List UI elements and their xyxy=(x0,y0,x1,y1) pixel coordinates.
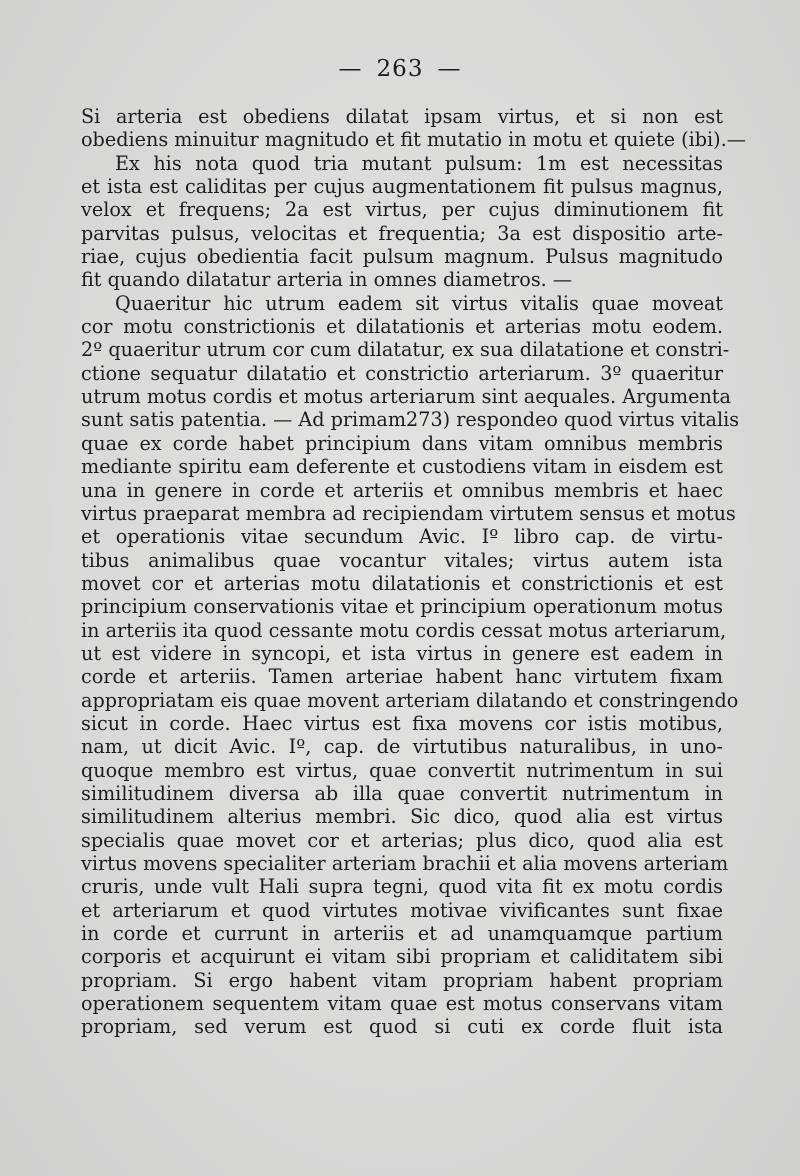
text-line: tibus animalibus quae vocantur vitales; virtus autem ista xyxy=(81,548,723,572)
text-line: Ex his nota quod tria mutant pulsum: 1m est necessitas xyxy=(115,151,723,175)
text-line: virtus praeparat membra ad recipiendam virtutem sensus et motus xyxy=(81,501,736,525)
page-number: 263 xyxy=(376,56,424,82)
header-dash-right: — xyxy=(437,56,462,82)
text-line: una in genere in corde et arteriis et omnibus membris et haec xyxy=(81,478,723,502)
text-line: specialis quae movet cor et arterias; plus dico, quod alia est xyxy=(81,828,723,852)
text-line: similitudinem diversa ab illa quae convertit nutrimentum in xyxy=(81,781,723,805)
text-line: nam, ut dicit Avic. Iº, cap. de virtutibus naturalibus, in uno- xyxy=(81,735,723,759)
text-line: principium conservationis vitae et principium operationum motus xyxy=(81,595,723,619)
text-line: quoque membro est virtus, quae convertit nutrimentum in sui xyxy=(81,758,723,782)
text-line: ut est videre in syncopi, et ista virtus in genere est eadem in xyxy=(81,641,723,665)
text-line: virtus movens specialiter arteriam brachii et alia movens arteriam xyxy=(81,852,729,875)
text-line: operationem sequentem vitam quae est motus conservans vitam xyxy=(81,992,723,1016)
text-line: parvitas pulsus, velocitas et frequentia; 3a est dispositio arte- xyxy=(81,221,723,245)
text-line: et ista est caliditas per cujus augmentationem fit pulsus magnus, xyxy=(81,175,723,199)
text-line: movet cor et arterias motu dilatationis et constrictionis et est xyxy=(81,571,723,595)
text-line: ctione sequatur dilatatio et constrictio arteriarum. 3º quaeritur xyxy=(81,361,723,385)
text-line: quae ex corde habet principium dans vitam omnibus membris xyxy=(81,431,723,455)
text-line: in corde et currunt in arteriis et ad unamquamque partium xyxy=(81,922,723,946)
text-line: 2º quaeritur utrum cor cum dilatatur, ex sua dilatatione et constri- xyxy=(81,338,730,362)
text-line: et operationis vitae secundum Avic. Iº libro cap. de virtu- xyxy=(81,525,723,549)
text-line: propriam. Si ergo habent vitam propriam habent propriam xyxy=(81,968,723,992)
text-line: corde et arteriis. Tamen arteriae habent hanc virtutem fixam xyxy=(81,665,723,689)
text-line: Quaeritur hic utrum eadem sit virtus vitalis quae moveat xyxy=(115,291,723,315)
text-line: cruris, unde vult Hali supra tegni, quod vita fit ex motu cordis xyxy=(81,875,723,899)
text-line: velox et frequens; 2a est virtus, per cujus diminutionem fit xyxy=(81,198,723,222)
text-line: obediens minuitur magnitudo et fit mutatio in motu et quiete (ibi).— xyxy=(81,128,746,152)
text-line: appropriatam eis quae movent arteriam dilatando et constringendo xyxy=(81,688,739,712)
body-text xyxy=(81,105,746,1039)
text-line: in arteriis ita quod cessante motu cordis cessat motus arteriarum, xyxy=(81,618,727,642)
header-dash-left: — xyxy=(338,56,363,82)
text-line: riae, cujus obedientia facit pulsum magnum. Pulsus magnitudo xyxy=(81,245,723,269)
text-line: cor motu constrictionis et dilatationis et arterias motu eodem. xyxy=(81,315,723,339)
text-line: mediante spiritu eam deferente et custodiens vitam in eisdem est xyxy=(81,455,723,479)
text-line: sunt satis patentia. — Ad primam273) respondeo quod virtus vitalis xyxy=(81,408,740,432)
text-line: similitudinem alterius membri. Sic dico, quod alia est virtus xyxy=(81,805,723,829)
text-line: et arteriarum et quod virtutes motivae vivificantes sunt fixae xyxy=(81,898,723,922)
text-line: propriam, sed verum est quod si cuti ex corde fluit ista xyxy=(81,1015,723,1039)
text-line: sicut in corde. Haec virtus est fixa movens cor istis motibus, xyxy=(81,711,723,735)
page-header xyxy=(0,56,800,82)
text-line: Si arteria est obediens dilatat ipsam virtus, et si non est xyxy=(81,105,723,128)
text-line: fit quando dilatatur arteria in omnes diametros. — xyxy=(81,268,573,292)
text-line: utrum motus cordis et motus arteriarum sint aequales. Argumenta xyxy=(81,385,731,409)
text-line: corporis et acquirunt ei vitam sibi propriam et caliditatem sibi xyxy=(81,945,723,969)
